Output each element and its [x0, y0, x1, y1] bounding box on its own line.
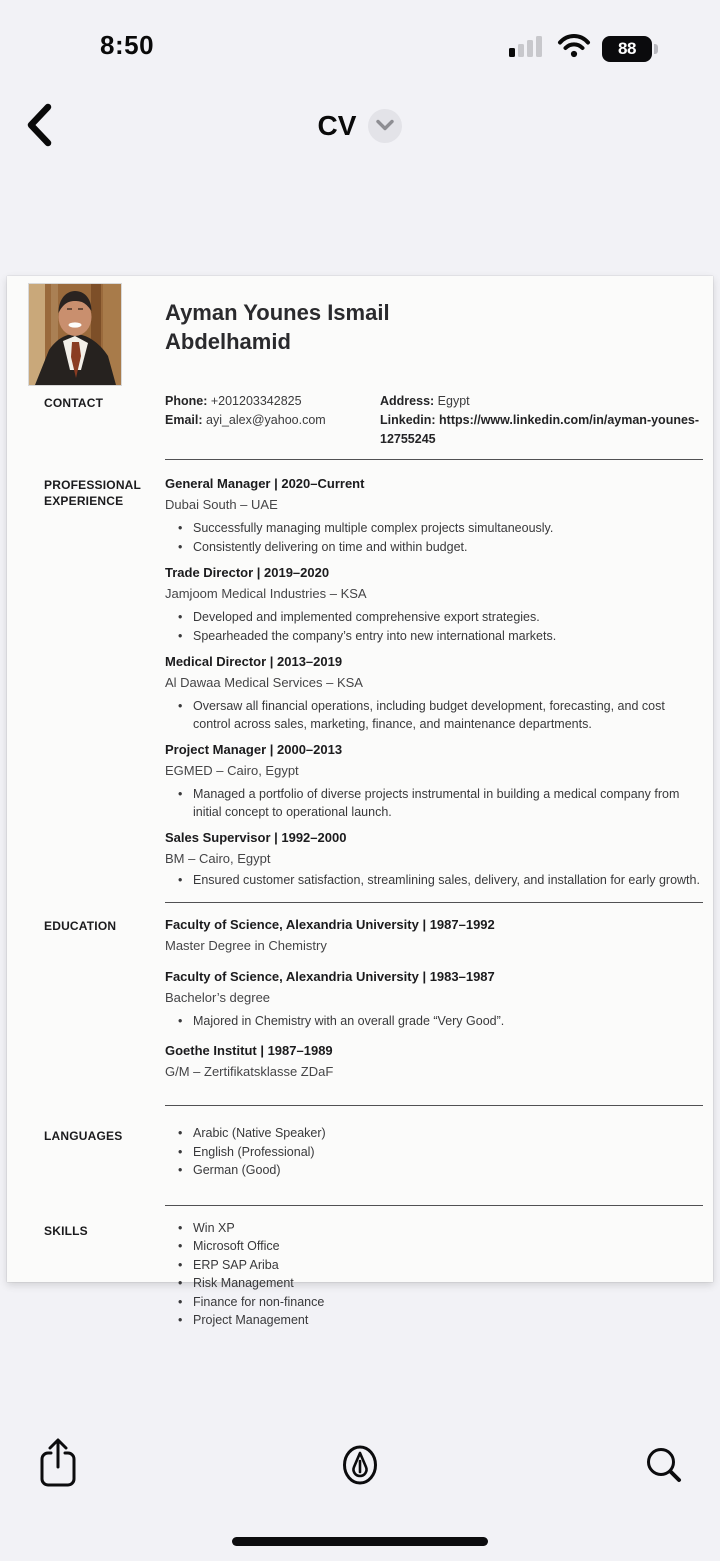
bullet-item: • Managed a portfolio of diverse projects instrumental in building a medical company from initial concept to operational launch.: [165, 785, 703, 821]
skills-section: [7, 1220, 713, 1331]
section-divider: [165, 902, 703, 903]
bullet-item: • Oversaw all financial operations, including budget development, forecasting, and cost control across sales, marketing, finance, and maintenance departments.: [165, 697, 703, 733]
page-title: CV: [317, 110, 357, 141]
phone-label: Phone:: [165, 394, 208, 408]
education-entry: [165, 1041, 703, 1082]
bullet-item: • Majored in Chemistry with an overall grade “Very Good”.: [165, 1012, 703, 1030]
section-label-languages: LANGUAGES: [44, 1129, 123, 1143]
bullet-item: • Spearheaded the company’s entry into new international markets.: [165, 627, 703, 645]
bullet-item: • Developed and implemented comprehensive export strategies.: [165, 608, 703, 626]
experience-entry: [165, 652, 703, 733]
linkedin-value: https://www.linkedin.com/in/ayman-younes-12755245: [380, 413, 700, 446]
candidate-name: Ayman Younes Ismail Abdelhamid: [165, 300, 390, 354]
skill-item: • Win XP: [165, 1220, 703, 1238]
contact-email: [165, 411, 380, 430]
degree-detail: Bachelor’s degree: [165, 990, 271, 1005]
share-icon: [38, 1437, 78, 1492]
status-bar: [0, 0, 720, 70]
degree-title: Faculty of Science, Alexandria University | 1983–1987: [165, 969, 495, 984]
cv-header: [7, 276, 713, 386]
skill-item: • Microsoft Office: [165, 1238, 703, 1256]
bullet-item: • Consistently delivering on time and within budget.: [165, 538, 703, 556]
languages-section: [7, 1125, 713, 1181]
status-time: 8:50: [100, 30, 155, 60]
home-indicator[interactable]: [232, 1537, 488, 1546]
markup-pen-icon: [340, 1441, 380, 1492]
skill-item: • Risk Management: [165, 1275, 703, 1293]
language-item: • Arabic (Native Speaker): [165, 1125, 703, 1143]
experience-section: [7, 474, 713, 896]
markup-button[interactable]: [330, 1434, 390, 1498]
nav-title-group: [0, 96, 720, 156]
language-item: • English (Professional): [165, 1144, 703, 1162]
job-title: Project Manager | 2000–2013: [165, 742, 343, 757]
email-label: Email:: [165, 413, 203, 427]
degree-detail: G/M – Zertifikatsklasse ZDaF: [165, 1064, 334, 1079]
language-item: • German (Good): [165, 1162, 703, 1180]
chevron-down-icon: [376, 119, 394, 134]
job-organization: Dubai South – UAE: [165, 497, 278, 512]
job-organization: BM – Cairo, Egypt: [165, 851, 271, 866]
wifi-icon: [557, 33, 591, 64]
degree-title: Faculty of Science, Alexandria University | 1987–1992: [165, 917, 495, 932]
section-label-skills: SKILLS: [44, 1223, 88, 1238]
email-value: ayi_alex@yahoo.com: [206, 413, 326, 427]
job-organization: Jamjoom Medical Industries – KSA: [165, 586, 367, 601]
section-label-experience: PROFESSIONAL EXPERIENCE: [44, 478, 141, 508]
address-label: Address:: [380, 394, 435, 408]
battery-icon: [602, 36, 658, 62]
experience-entry: [165, 828, 703, 889]
job-organization: EGMED – Cairo, Egypt: [165, 763, 299, 778]
job-title: Trade Director | 2019–2020: [165, 565, 330, 580]
contact-address: [380, 392, 702, 411]
share-button[interactable]: [28, 1432, 88, 1496]
bullet-item: • Ensured customer satisfaction, streamlining sales, delivery, and installation for early growth.: [165, 871, 703, 889]
skill-item: • Finance for non-finance: [165, 1294, 703, 1312]
experience-entry: [165, 740, 703, 821]
section-divider: [165, 1105, 703, 1106]
document-page: [7, 276, 713, 1327]
experience-entry: [165, 474, 703, 556]
cellular-signal-icon: [508, 33, 546, 64]
profile-photo: [28, 283, 122, 386]
experience-entry: [165, 563, 703, 645]
skill-item: • Project Management: [165, 1312, 703, 1330]
section-divider: [165, 459, 703, 460]
contact-phone: [165, 392, 380, 411]
degree-title: Goethe Institut | 1987–1989: [165, 1043, 333, 1058]
contact-section: [7, 392, 713, 449]
section-label-education: EDUCATION: [44, 919, 117, 933]
section-divider: [165, 1205, 703, 1206]
search-button[interactable]: [634, 1434, 694, 1498]
bullet-item: • Successfully managing multiple complex projects simultaneously.: [165, 519, 703, 537]
education-section: [7, 915, 713, 1093]
education-entry: [165, 915, 703, 956]
education-entry: [165, 967, 703, 1030]
contact-linkedin: [380, 411, 702, 449]
job-organization: Al Dawaa Medical Services – KSA: [165, 675, 363, 690]
job-title: Sales Supervisor | 1992–2000: [165, 830, 347, 845]
job-title: General Manager | 2020–Current: [165, 476, 365, 491]
section-label-contact: CONTACT: [44, 396, 104, 410]
address-value: Egypt: [437, 394, 470, 408]
nav-bar: [0, 96, 720, 156]
battery-cap: [654, 44, 658, 54]
title-dropdown-button[interactable]: [368, 109, 402, 143]
search-icon: [643, 1444, 685, 1489]
linkedin-label: Linkedin:: [380, 413, 436, 427]
bottom-toolbar: [0, 1432, 720, 1502]
skill-item: • ERP SAP Ariba: [165, 1257, 703, 1275]
job-title: Medical Director | 2013–2019: [165, 654, 343, 669]
status-icons: [508, 33, 658, 64]
phone-value: +201203342825: [210, 394, 302, 408]
degree-detail: Master Degree in Chemistry: [165, 938, 327, 953]
battery-percent: 88: [618, 38, 636, 58]
